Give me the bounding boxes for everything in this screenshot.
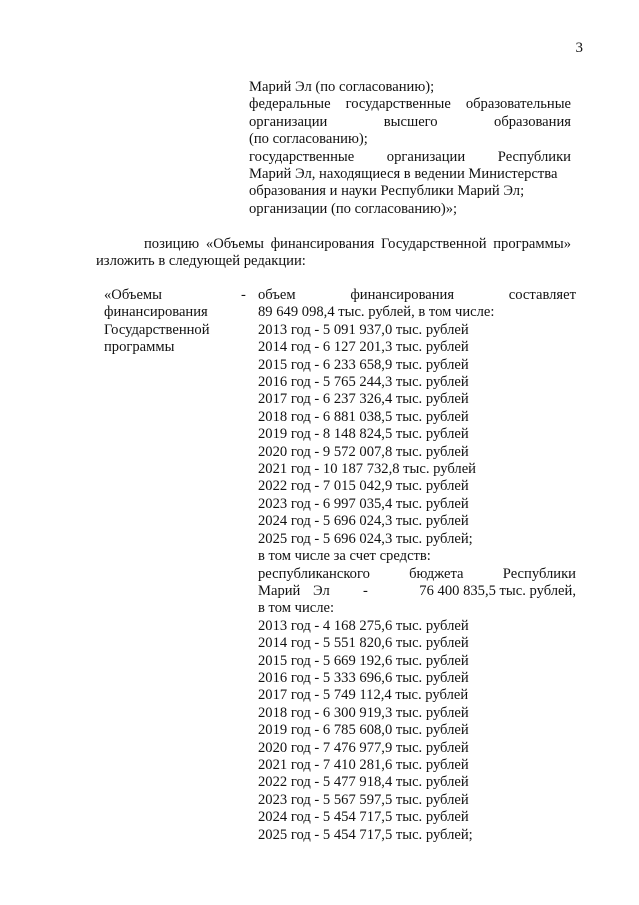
- years-budget-list: [258, 618, 576, 844]
- list-line: федеральные государственные образовательные: [249, 96, 571, 113]
- year-amount-line: 2025 год - 5 454 717,5 тыс. рублей;: [258, 826, 473, 843]
- budget-amount-line: Марий Эл - 76 400 835,5 тыс. рублей,: [258, 582, 576, 599]
- organizations-list: [249, 79, 571, 218]
- year-amount-line: 2013 год - 4 168 275,6 тыс. рублей: [258, 617, 469, 634]
- year-amount-line: 2016 год - 5 765 244,3 тыс. рублей: [258, 374, 469, 391]
- year-amount-line: 2023 год - 6 997 035,4 тыс. рублей: [258, 495, 469, 512]
- financing-details: [258, 287, 576, 844]
- page-number: 3: [575, 40, 583, 56]
- year-amount-line: 2019 год - 8 148 824,5 тыс. рублей: [258, 426, 469, 443]
- list-line: организации (по согласованию)»;: [249, 200, 458, 217]
- year-amount-line: 2018 год - 6 881 038,5 тыс. рублей: [258, 408, 469, 425]
- year-amount-line: 2022 год - 7 015 042,9 тыс. рублей: [258, 478, 469, 495]
- year-amount-line: 2023 год - 5 567 597,5 тыс. рублей: [258, 791, 469, 808]
- year-amount-line: 2022 год - 5 477 918,4 тыс. рублей: [258, 774, 469, 791]
- section-label: «Объемы финансирования Государственной программы: [104, 287, 210, 356]
- paragraph-line: позицию «Объемы финансирования Государственной программы»: [144, 236, 571, 252]
- year-amount-line: 2021 год - 7 410 281,6 тыс. рублей: [258, 756, 469, 773]
- year-amount-line: 2015 год - 5 669 192,6 тыс. рублей: [258, 652, 469, 669]
- year-amount-line: 2024 год - 5 696 024,3 тыс. рублей: [258, 513, 469, 530]
- list-line: Марий Эл, находящиеся в ведении Министерства: [249, 166, 558, 183]
- list-line: (по согласованию);: [249, 131, 368, 148]
- year-amount-line: 2025 год - 5 696 024,3 тыс. рублей;: [258, 530, 473, 547]
- budget-including-line: в том числе:: [258, 600, 335, 617]
- list-line: государственные организации Республики: [249, 148, 571, 165]
- year-amount-line: 2017 год - 6 237 326,4 тыс. рублей: [258, 391, 469, 408]
- year-amount-line: 2024 год - 5 454 717,5 тыс. рублей: [258, 809, 469, 826]
- year-amount-line: 2019 год - 6 785 608,0 тыс. рублей: [258, 722, 469, 739]
- intro-line: объем финансирования составляет: [258, 287, 576, 303]
- year-amount-line: 2016 год - 5 333 696,6 тыс. рублей: [258, 669, 469, 686]
- year-amount-line: 2015 год - 6 233 658,9 тыс. рублей: [258, 356, 469, 373]
- year-amount-line: 2013 год - 5 091 937,0 тыс. рублей: [258, 321, 469, 338]
- years-total-list: [258, 322, 576, 548]
- list-line: организации высшего образования: [249, 113, 571, 130]
- list-line: образования и науки Республики Марий Эл;: [249, 183, 525, 200]
- list-line: Марий Эл (по согласованию);: [249, 79, 435, 95]
- label-dash: -: [241, 287, 246, 303]
- sources-line: в том числе за счет средств:: [258, 548, 431, 565]
- year-amount-line: 2018 год - 6 300 919,3 тыс. рублей: [258, 704, 469, 721]
- year-amount-line: 2014 год - 6 127 201,3 тыс. рублей: [258, 339, 469, 356]
- paragraph-line: изложить в следующей редакции:: [96, 253, 306, 270]
- year-amount-line: 2014 год - 5 551 820,6 тыс. рублей: [258, 635, 469, 652]
- total-line: 89 649 098,4 тыс. рублей, в том числе:: [258, 304, 495, 321]
- year-amount-line: 2020 год - 9 572 007,8 тыс. рублей: [258, 443, 469, 460]
- year-amount-line: 2021 год - 10 187 732,8 тыс. рублей: [258, 461, 476, 478]
- year-amount-line: 2020 год - 7 476 977,9 тыс. рублей: [258, 739, 469, 756]
- year-amount-line: 2017 год - 5 749 112,4 тыс. рублей: [258, 687, 469, 704]
- instruction-paragraph: [96, 236, 571, 271]
- budget-line: республиканского бюджета Республики: [258, 565, 576, 582]
